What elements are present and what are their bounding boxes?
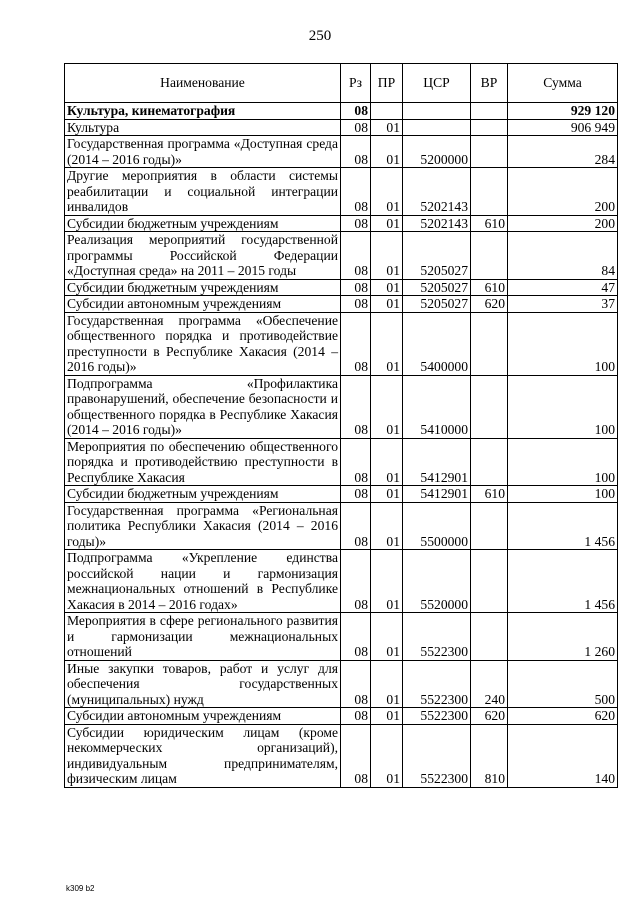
cell-vr: 240 xyxy=(471,660,508,708)
cell-pr: 01 xyxy=(371,232,403,280)
cell-sum: 929 120 xyxy=(508,103,618,120)
cell-csr xyxy=(403,119,471,136)
page-number: 250 xyxy=(308,28,332,44)
cell-name: Культура, кинематография xyxy=(65,103,341,120)
cell-sum: 100 xyxy=(508,486,618,503)
cell-rz: 08 xyxy=(341,312,371,375)
cell-sum: 620 xyxy=(508,708,618,725)
cell-sum: 1 456 xyxy=(508,550,618,613)
table-row xyxy=(65,708,618,725)
cell-sum: 37 xyxy=(508,296,618,313)
header-name: Наименование xyxy=(65,64,341,103)
cell-pr: 01 xyxy=(371,119,403,136)
cell-vr xyxy=(471,613,508,661)
footer-code: k309 b2 xyxy=(66,884,95,893)
cell-vr: 810 xyxy=(471,724,508,787)
cell-csr: 5412901 xyxy=(403,438,471,486)
cell-pr: 01 xyxy=(371,502,403,550)
cell-name: Культура xyxy=(65,119,341,136)
cell-pr: 01 xyxy=(371,136,403,168)
budget-table xyxy=(64,63,618,788)
table-row xyxy=(65,438,618,486)
cell-csr: 5522300 xyxy=(403,660,471,708)
cell-name: Субсидии бюджетным учреждениям xyxy=(65,486,341,503)
cell-vr: 610 xyxy=(471,279,508,296)
cell-csr: 5205027 xyxy=(403,232,471,280)
cell-name: Государственная программа «Доступная среда (2014 – 2016 годы)» xyxy=(65,136,341,168)
table-row xyxy=(65,375,618,438)
cell-rz: 08 xyxy=(341,279,371,296)
cell-pr: 01 xyxy=(371,660,403,708)
cell-csr: 5202143 xyxy=(403,168,471,216)
cell-rz: 08 xyxy=(341,215,371,232)
table-row xyxy=(65,103,618,120)
cell-rz: 08 xyxy=(341,438,371,486)
table-row xyxy=(65,502,618,550)
cell-rz: 08 xyxy=(341,168,371,216)
cell-sum: 47 xyxy=(508,279,618,296)
cell-vr xyxy=(471,168,508,216)
table-row xyxy=(65,215,618,232)
cell-rz: 08 xyxy=(341,375,371,438)
header-pr: ПР xyxy=(371,64,403,103)
table-row xyxy=(65,660,618,708)
table-row xyxy=(65,296,618,313)
cell-name: Субсидии автономным учреждениям xyxy=(65,296,341,313)
table-row xyxy=(65,550,618,613)
cell-csr: 5522300 xyxy=(403,613,471,661)
cell-sum: 1 260 xyxy=(508,613,618,661)
cell-name: Мероприятия в сфере регионального развития и гармонизации межнациональных отношений xyxy=(65,613,341,661)
cell-name: Подпрограмма «Укрепление единства российской нации и гармонизация межнациональных отношений в Республике Хакасия в 2014 – 2016 годах» xyxy=(65,550,341,613)
table-row xyxy=(65,279,618,296)
cell-pr: 01 xyxy=(371,296,403,313)
cell-rz: 08 xyxy=(341,550,371,613)
cell-name: Субсидии автономным учреждениям xyxy=(65,708,341,725)
cell-sum: 84 xyxy=(508,232,618,280)
cell-pr: 01 xyxy=(371,375,403,438)
cell-sum: 200 xyxy=(508,215,618,232)
cell-vr xyxy=(471,136,508,168)
cell-csr: 5412901 xyxy=(403,486,471,503)
cell-name: Реализация мероприятий государственной программы Российской Федерации «Доступная среда» на 2011 – 2015 годы xyxy=(65,232,341,280)
cell-pr: 01 xyxy=(371,550,403,613)
cell-sum: 500 xyxy=(508,660,618,708)
header-vr: ВР xyxy=(471,64,508,103)
cell-vr: 620 xyxy=(471,708,508,725)
cell-name: Субсидии бюджетным учреждениям xyxy=(65,279,341,296)
cell-pr: 01 xyxy=(371,215,403,232)
cell-sum: 906 949 xyxy=(508,119,618,136)
table-row xyxy=(65,232,618,280)
header-rz: Рз xyxy=(341,64,371,103)
cell-rz: 08 xyxy=(341,724,371,787)
cell-csr: 5500000 xyxy=(403,502,471,550)
header-csr: ЦСР xyxy=(403,64,471,103)
cell-pr: 01 xyxy=(371,724,403,787)
cell-vr: 620 xyxy=(471,296,508,313)
cell-pr: 01 xyxy=(371,279,403,296)
cell-rz: 08 xyxy=(341,103,371,120)
cell-pr: 01 xyxy=(371,613,403,661)
cell-name: Государственная программа «Обеспечение общественного порядка и противодействие преступности в Республике Хакасия (2014 – 2016 годы)» xyxy=(65,312,341,375)
cell-name: Государственная программа «Региональная политика Республики Хакасия (2014 – 2016 годы)» xyxy=(65,502,341,550)
cell-csr: 5520000 xyxy=(403,550,471,613)
cell-rz: 08 xyxy=(341,613,371,661)
cell-vr xyxy=(471,375,508,438)
cell-vr: 610 xyxy=(471,486,508,503)
cell-sum: 100 xyxy=(508,375,618,438)
table-row xyxy=(65,486,618,503)
cell-rz: 08 xyxy=(341,136,371,168)
cell-csr: 5400000 xyxy=(403,312,471,375)
table-row xyxy=(65,168,618,216)
cell-vr xyxy=(471,232,508,280)
cell-name: Иные закупки товаров, работ и услуг для обеспечения государственных (муниципальных) нужд xyxy=(65,660,341,708)
table-row xyxy=(65,312,618,375)
cell-csr: 5205027 xyxy=(403,279,471,296)
cell-sum: 100 xyxy=(508,438,618,486)
cell-rz: 08 xyxy=(341,486,371,503)
cell-vr xyxy=(471,103,508,120)
cell-pr xyxy=(371,103,403,120)
cell-rz: 08 xyxy=(341,502,371,550)
cell-vr xyxy=(471,438,508,486)
table-header-row xyxy=(65,64,618,103)
cell-rz: 08 xyxy=(341,119,371,136)
cell-pr: 01 xyxy=(371,486,403,503)
table-row xyxy=(65,724,618,787)
table-row xyxy=(65,136,618,168)
cell-vr xyxy=(471,119,508,136)
cell-sum: 1 456 xyxy=(508,502,618,550)
header-sum: Сумма xyxy=(508,64,618,103)
cell-csr xyxy=(403,103,471,120)
table-body xyxy=(65,103,618,788)
cell-sum: 140 xyxy=(508,724,618,787)
cell-vr xyxy=(471,312,508,375)
cell-vr xyxy=(471,550,508,613)
cell-csr: 5202143 xyxy=(403,215,471,232)
cell-vr: 610 xyxy=(471,215,508,232)
cell-csr: 5522300 xyxy=(403,708,471,725)
cell-name: Мероприятия по обеспечению общественного порядка и противодействию преступности в Республике Хакасия xyxy=(65,438,341,486)
cell-vr xyxy=(471,502,508,550)
cell-sum: 200 xyxy=(508,168,618,216)
cell-rz: 08 xyxy=(341,660,371,708)
cell-csr: 5410000 xyxy=(403,375,471,438)
cell-name: Субсидии юридическим лицам (кроме некоммерческих организаций), индивидуальным предпринимателям, физическим лицам xyxy=(65,724,341,787)
cell-sum: 100 xyxy=(508,312,618,375)
table-row xyxy=(65,613,618,661)
cell-rz: 08 xyxy=(341,232,371,280)
cell-rz: 08 xyxy=(341,296,371,313)
cell-sum: 284 xyxy=(508,136,618,168)
cell-pr: 01 xyxy=(371,708,403,725)
cell-pr: 01 xyxy=(371,168,403,216)
table-row xyxy=(65,119,618,136)
cell-csr: 5522300 xyxy=(403,724,471,787)
cell-pr: 01 xyxy=(371,312,403,375)
cell-csr: 5200000 xyxy=(403,136,471,168)
cell-name: Субсидии бюджетным учреждениям xyxy=(65,215,341,232)
cell-name: Подпрограмма «Профилактика правонарушений, обеспечение безопасности и общественного порядка в Республике Хакасия (2014 – 2016 годы)» xyxy=(65,375,341,438)
cell-name: Другие мероприятия в области системы реабилитации и социальной интеграции инвалидов xyxy=(65,168,341,216)
cell-pr: 01 xyxy=(371,438,403,486)
cell-rz: 08 xyxy=(341,708,371,725)
cell-csr: 5205027 xyxy=(403,296,471,313)
